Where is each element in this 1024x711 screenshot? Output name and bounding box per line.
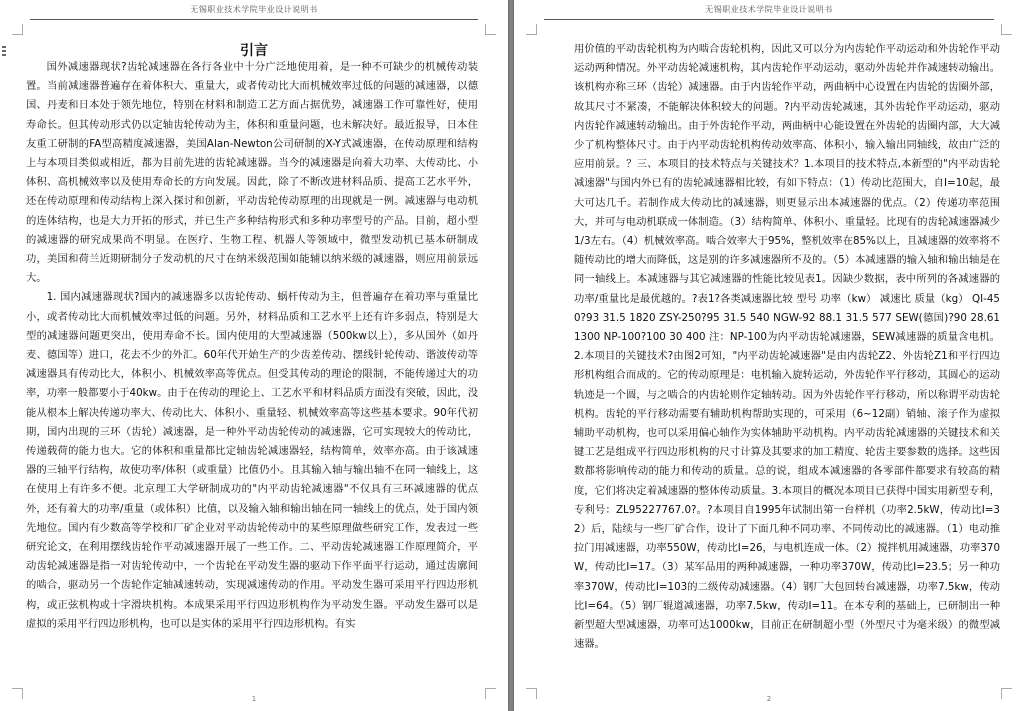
header-rule: [544, 19, 994, 20]
page-number: 2: [766, 695, 772, 703]
crop-mark: [526, 24, 537, 35]
header-rule: [30, 19, 478, 20]
document-page-2: [514, 0, 1024, 711]
page-header: 无锡职业技术学院毕业设计说明书: [190, 5, 318, 14]
body-paragraph: 1. 国内减速器现状?国内的减速器多以齿轮传动、蜗杆传动为主，但普遍存在着功率与重量比小，或者传动比大而机械效率过低的问题。另外，材料品质和工艺水平上还有许多弱点，特别是大型的减速器问题更突出，使用寿命不长。国内使用的大型减速器（500kw以上），多从国外（如丹麦、德国等）进口，花去不少的外汇。60年代开始生产的少齿差传动、摆线针轮传动、谐波传动等减速器具有传动比大，体积小、机械效率高等优点。但受其传动的理论的限制，不能传递过大的功率，功率一般都要小于40kw。由于在传动的理论上、工艺水平和材料品质方面没有突破，因此，没能从根本上解决传递功率大、传动比大、体积小、重量轻、机械效率高等这些基本要求。90年代初期，国内出现的三环（齿轮）减速器，是一种外平动齿轮传动的减速器，它可实现较大的传动比，传递载荷的能力也大。它的体积和重量都比定轴齿轮减速器轻，结构简单，效率亦高。由于该减速器的三轴平行结构，故使功率/体积（或重量）比值仍小。且其输入轴与输出轴不在同一轴线上，这在使用上有许多不便。北京理工大学研制成功的"内平动齿轮减速器"不仅具有三环减速器的优点外，还有着大的功率/重量（或体积）比值，以及输入轴和输出轴在同一轴线上的优点，处于国内领先地位。国内有少数高等学校和厂矿企业对平动齿轮传动中的某些原理做些研究工作，发表过一些研究论文，在利用摆线齿轮作平动减速器开展了一些工作。二、平动齿轮减速器工作原理简介，平动齿轮减速器是指一对齿轮传动中，一个齿轮在平动发生器的驱动下作平面平行运动，通过齿廓间的啮合，驱动另一个齿轮作定轴减速转动，实现减速传动的作用。平动发生器可采用平行四边形机构，或正弦机构或十字滑块机构。本成果采用平行四边形机构作为平动发生器。平动发生器可以是虚拟的采用平行四边形机构，也可以是实体的采用平行四边形机构。有实: [26, 291, 478, 630]
body-paragraph: 用价值的平动齿轮机构为内啮合齿轮机构，因此又可以分为内齿轮作平动运动和外齿轮作平动运动两种情况。外平动齿轮减速机构，其内齿轮作平动运动，驱动外齿轮并作减速转动输出。该机构亦称三环（齿轮）减速器。由于内齿轮作平动，两曲柄中心设置在内齿轮的齿圈外部，故其尺寸不紧凑，不能解决体积较大的问题。?内平动齿轮减速，其外齿轮作平动运动，驱动内齿轮作减速转动输出。由于外齿轮作平动，两曲柄中心能设置在外齿轮的齿圈内部，大大减少了机构整体尺寸。由于内平动齿轮机构传动效率高、体积小，输入输出同轴线，故由广泛的应用前景。？三、本项目的技术特点与关键技术？1.本项目的技术特点,本新型的"内平动齿轮减速器"与国内外已有的齿轮减速器相比较，有如下特点：（1）传动比范围大，自I=10起，最大可达几千。若制作成大传动比的减速器，则更显示出本减速器的优点。（2）传递功率范围大，并可与电动机联成一体制造。（3）结构简单、体积小、重量轻。比现有的齿轮减速器减少1/3左右。（4）机械效率高。啮合效率大于95%，整机效率在85%以上，且减速器的效率将不随传动比的增大而降低，这是别的许多减速器所不及的。（5）本减速器的输入轴和输出轴是在同一轴线上。本减速器与其它减速器的性能比较见表1。因缺少数据，表中所列的各减速器的功率/重量比是最优越的。?表1?各类减速器比较 型号 功率（kw） 减速比 质量（kg） QI-450?93 31.5 1820 ZSY-250?95 31.5 540 NGW-92 88.1 31.5 577 SEW(德国)?90 28.61 1300 NP-100?100 30 400 注：NP-100为内平动齿轮减速器，SEW减速器的质量含电机。2.本项目的关键技术?由图2可知，"内平动齿轮减速器"是由内齿轮Z2、外齿轮Z1和平行四边形机构组合而成的。它的传动原理是：电机输入旋转运动，外齿轮作平行移动，其圆心的运动轨迹是一个圆，与之啮合的内齿轮则作定轴转动。因为外齿轮作平行移动，所以称谓平动齿轮机构。齿轮的平行移动需要有辅助机构帮助实现的，可采用（6~12副）销轴、滚子作为虚拟辅助平动机构，也可以采用偏心轴作为实体辅助平动机构。内平动齿轮减速器的关键技术和关键工艺是组成平行四边形机构的尺寸计算及其要求的加工精度、轮齿主要参数的选择。这些因数都将影响传动的能力和传动的质量。总的说，组成本减速器的各零部件都要求有较高的精度，它们将决定着减速器的整体传动质量。3.本项目的概况本项目已获得中国实用新型专利，专利号：ZL95227767.0?。?本项目自1995年试制出第一台样机（功率2.5kW，传动比I=32）后，陆续与一些厂矿合作，设计了下面几种不同功率、不同传动比的减速器。（1）电动推拉门用减速器，功率550W，传动比I=26，与电机连成一体。（2）搅拌机用减速器，功率370W，传动比I=17。（3）某军品用的两种减速器，一种功率370W，传动比I=23.5；另一种功率370W，传动比I=103的二级传动减速器。（4）钢厂大包回转台减速器，功率7.5kw，传动比I=64。（5）钢厂辊道减速器，功率7.5kw，传动I=11。在本专利的基础上，已研制出一种新型超大型减速器，功率可达1000kw，目前正在研制超小型（外型尺寸为毫米级）的微型减速器。: [574, 43, 1000, 651]
document-page-1: [0, 0, 508, 711]
page-header: 无锡职业技术学院毕业设计说明书: [705, 5, 833, 14]
page-title: 引言: [240, 43, 268, 59]
page-body[interactable]: [574, 40, 1000, 684]
crop-mark: [12, 24, 23, 35]
crop-mark: [1001, 24, 1012, 35]
page-number: 1: [251, 695, 257, 703]
page-body[interactable]: [26, 58, 478, 680]
crop-mark: [485, 24, 496, 35]
body-paragraph: 国外减速器现状?齿轮减速器在各行各业中十分广泛地使用着，是一种不可缺少的机械传动装置。当前减速器普遍存在着体积大、重量大，或者传动比大而机械效率过低的问题的减速器，以德国、丹麦和日本处于领先地位，特别在材料和制造工艺方面占据优势，减速器工作可靠性好，使用寿命长。但其传动形式仍以定轴齿轮传动为主，体积和重量问题，也未解决好。最近报导，日本住友重工研制的FA型高精度减速器，美国Alan-Newton公司研制的X-Y式减速器，在传动原理和结构上与本项目类似或相近，都为目前先进的齿轮减速器。当今的减速器是向着大功率、大传动比、小体积、高机械效率以及使用寿命长的方向发展。因此，除了不断改进材料品质、提高工艺水平外，还在传动原理和传动结构上深入探讨和创新，平动齿轮传动原理的出现就是一例。减速器与电动机的连体结构，也是大力开拓的形式，并已生产多种结构形式和多种功率型号的产品。目前，超小型的减速器的研究成果尚不明显。在医疗、生物工程、机器人等领域中，微型发动机已基本研制成功，美国和荷兰近期研制分子发动机的尺寸在纳米级范围如能辅以纳米级的减速器，则应用前景远大。: [26, 61, 478, 285]
